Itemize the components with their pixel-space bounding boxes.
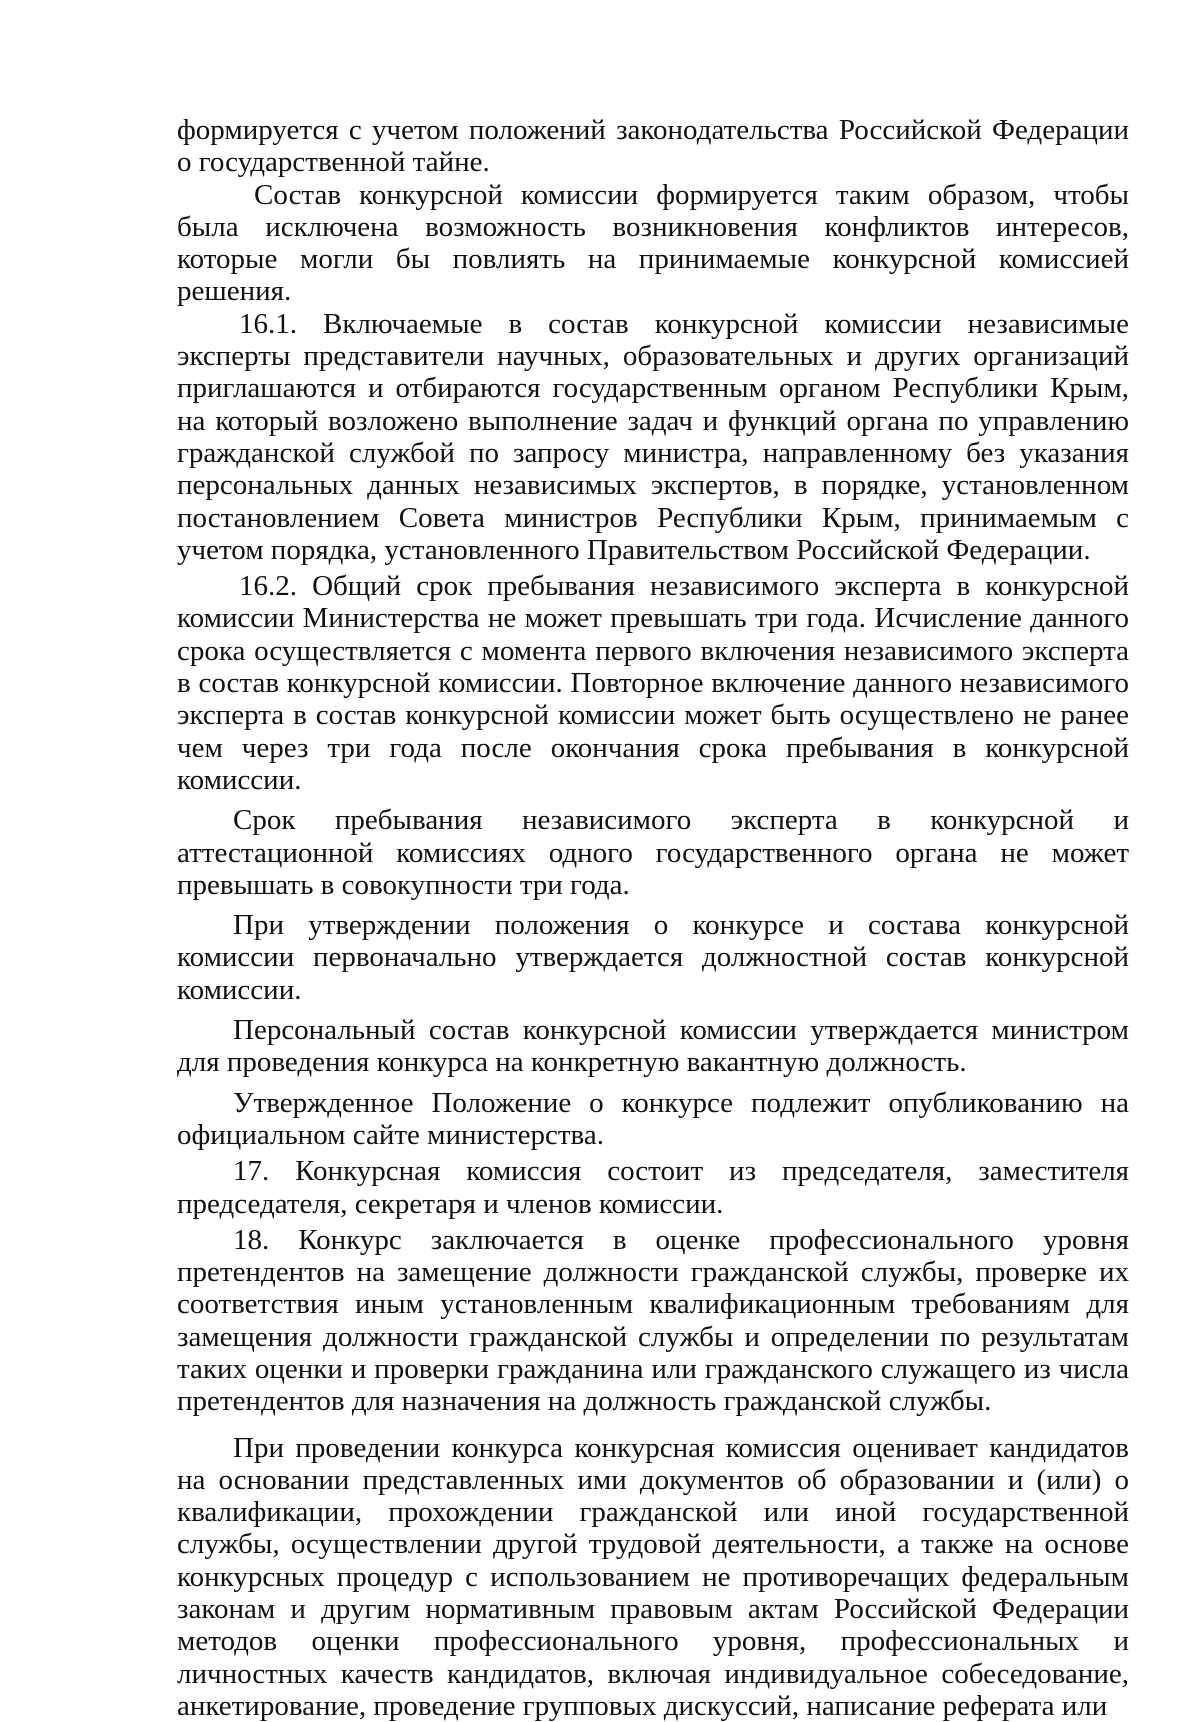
paragraph-expert-term: Срок пребывания независимого эксперта в конкурсной и аттестационной комиссиях одного государственного органа не может превышать в совокупности три года. [177,804,1129,901]
paragraph-publication: Утвержденное Положение о конкурсе подлежит опубликованию на официальном сайте министерства. [177,1086,1129,1151]
paragraph-16-1: 16.1. Включаемые в состав конкурсной комиссии независимые эксперты представители научных, образовательных и других организаций приглашаются и отбираются государственным органом Республики Крым, на который возложено выполнение задач и функций органа по управлению гражданской службой по запросу министра, направленному без указания персональных данных независимых экспертов, в порядке, установленном постановлением Совета министров Республики Крым, принимаемым с учетом порядка, установленного Правительством Российской Федерации. [177,307,1129,566]
paragraph-approval: При утверждении положения о конкурсе и состава конкурсной комиссии первоначально утверждается должностной состав конкурсной комиссии. [177,909,1129,1006]
paragraph-state-secret: формируется с учетом положений законодательства Российской Федерации о государственной тайне. [177,114,1129,179]
paragraph-18: 18. Конкурс заключается в оценке профессионального уровня претендентов на замещение должности гражданской службы, проверке их соответствия иным установленным квалификационным требованиям для замещения должности гражданской службы и определении по результатам таких оценки и проверки гражданина или гражданского служащего из числа претендентов для назначения на должность гражданской службы. [177,1223,1129,1418]
paragraph-personal-composition: Персональный состав конкурсной комиссии утверждается министром для проведения конкурса на конкретную вакантную должность. [177,1014,1129,1079]
paragraph-evaluation: При проведении конкурса конкурсная комиссия оценивает кандидатов на основании представленных ими документов об образовании и (или) о квалификации, прохождении гражданской или иной государственной службы, осуществлении другой трудовой деятельности, а также на основе конкурсных процедур с использованием не противоречащих федеральным законам и другим нормативным правовым актам Российской Федерации методов оценки профессионального уровня, профессиональных и личностных качеств кандидатов, включая индивидуальное собеседование, анкетирование, проведение групповых дискуссий, написание реферата или [177,1431,1129,1722]
paragraph-commission-composition: Состав конкурсной комиссии формируется таким образом, чтобы была исключена возможность возникновения конфликтов интересов, которые могли бы повлиять на принимаемые конкурсной комиссией решения. [177,178,1129,308]
paragraph-17: 17. Конкурсная комиссия состоит из председателя, заместителя председателя, секретаря и членов комиссии. [177,1155,1129,1220]
document-page [177,114,1129,1722]
paragraph-16-2: 16.2. Общий срок пребывания независимого эксперта в конкурсной комиссии Министерства не может превышать три года. Исчисление данного срока осуществляется с момента первого включения независимого эксперта в состав конкурсной комиссии. Повторное включение данного независимого эксперта в состав конкурсной комиссии может быть осуществлено не ранее чем через три года после окончания срока пребывания в конкурсной комиссии. [177,570,1129,796]
